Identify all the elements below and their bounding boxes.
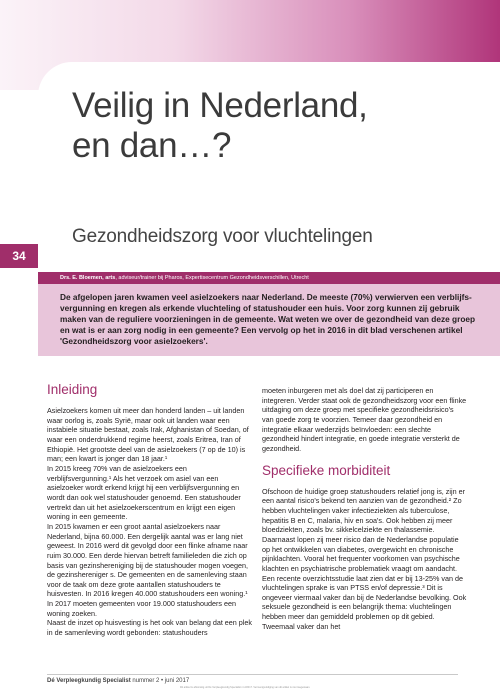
footer — [47, 678, 189, 684]
footer-divider — [47, 674, 458, 675]
paragraph: In 2015 kwamen er een groot aantal asielzoekers naar Nederland, bijna 60.000. Een dergelijk aantal was er lang niet geweest. In 2016 werd dit gevolgd door een flinke afname naar ruim 30.000. Een derde hiervan betreft familieleden die zich op basis van gezinshereniging bij de statushouder mogen voegen, de gezinshereniger s. De gemeenten en de samenleving staan voor de taak om deze grote aantallen statushouders te huisvesten. In 2016 kregen 40.000 statushouders een woning.¹ In 2017 moeten gemeenten voor 19.000 statushouders een woning zoeken. — [47, 521, 248, 618]
title-line-1: Veilig in Nederland, — [72, 86, 368, 125]
page-title — [72, 86, 452, 166]
heading-specifieke-morbiditeit: Specifieke morbiditeit — [262, 462, 391, 478]
intro-text: De afgelopen jaren kwamen veel asielzoekers naar Nederland. De meeste (70%) verwierven een verblijfsvergunning en kregen als erkende vluchteling of statushouder een huis. Voor zorg kunnen zij gebruik maken van de reguliere voorzieningen in de gemeente. Wat weten we over de gezondheid van deze groep en wat is er aan zorg nodig in een gemeente? Een vervolg op het in 2016 in dit blad verschenen artikel 'Gezondheidszorg voor asielzoekers'. — [60, 292, 476, 346]
footer-fine-print: Dit artikel is afkomstig uit Dé Verpleegkundig Specialist nr.2/2017. Vermenigvuldiging van dit artikel is niet toegestaan. — [180, 686, 311, 689]
paragraph: moeten inburgeren met als doel dat zij participeren en integreren. Verder staat ook de gezondheidszorg voor een flinke uitdaging om deze groep met specifieke gezondheidsrisico's van goede zorg te voorzien. Temeer daar gezondheid en integratie elkaar wederzijds beïnvloeden: een slechte gezondheid hindert integratie, en goede integratie versterkt de gezondheid. — [262, 386, 467, 453]
subtitle: Gezondheidszorg voor vluchtelingen — [72, 226, 373, 247]
title-line-2: en dan…? — [72, 126, 232, 165]
footer-issue: nummer 2 • juni 2017 — [130, 678, 190, 684]
byline — [38, 272, 500, 284]
heading-inleiding: Inleiding — [47, 382, 98, 397]
column-left — [47, 382, 252, 638]
intro-box — [38, 284, 500, 356]
page-number: 34 — [0, 244, 38, 268]
paragraph: Naast de inzet op huisvesting is het ook van belang dat een plek in de samenleving wordt gebonden: statushouders — [47, 618, 252, 638]
paragraph: In 2015 kreeg 70% van de asielzoekers een verblijfsvergunning.¹ Als het verzoek om asiel van een asielzoeker wordt erkend krijgt hij een verblijfsvergunning en wordt dan ook wel statushouder genoemd. Een statushouder vertrekt dan uit het asielzoekerscentrum en krijgt een eigen woning in een gemeente. — [47, 463, 241, 522]
paragraph: Asielzoekers komen uit meer dan honderd landen – uit landen waar oorlog is, zoals Syrië, maar ook uit landen waar een instabiele situatie bestaat, zoals Irak, Afghanistan of Soedan, of waar een onderdrukkend regime heerst, zoals Eritrea, Iran of Ethiopië. Het grootste deel van de asielzoekers (7 op de 10) is man; een kwart is jonger dan 18 jaar.¹ — [47, 406, 249, 464]
paragraph: Ofschoon de huidige groep statushouders relatief jong is, zijn er een aantal risico's bekend ten aanzien van de gezondheid.² Zo hebben vluchtelingen vaker infectieziekten als tuberculose, hepatitis B en C, malaria, hiv en soa's. Ook hebben zij meer bloedziekten, zoals bv. sikkelcelziekte en thalassemie. Daarnaast lopen zij meer risico dan de Nederlandse populatie op het ontwikkelen van diabetes, overgewicht en chronische pijnklachten. Vooral het frequenter voorkomen van psychische klachten en psychiatrische problematiek vraagt om aandacht. Een recente overzichtsstudie laat zien dat er bij 13-25% van de vluchtelingen sprake is van PTSS en/of depressie.³ Dit is ongeveer viermaal vaker dan bij de Nederlandse bevolking. Ook seksuele gezondheid is een belangrijk thema: vluchtelingen hebben meer dan gemiddeld problemen op dit gebied. Tweemaal vaker dan het — [262, 486, 467, 631]
byline-role: , adviseur/trainer bij Pharos, Expertisecentrum Gezondheidsverschillen, Utrecht — [115, 275, 309, 281]
footer-journal: Dé Verpleegkundig Specialist — [47, 678, 131, 684]
byline-author: Drs. E. Bloemen, arts — [60, 275, 116, 281]
column-right — [262, 382, 467, 631]
